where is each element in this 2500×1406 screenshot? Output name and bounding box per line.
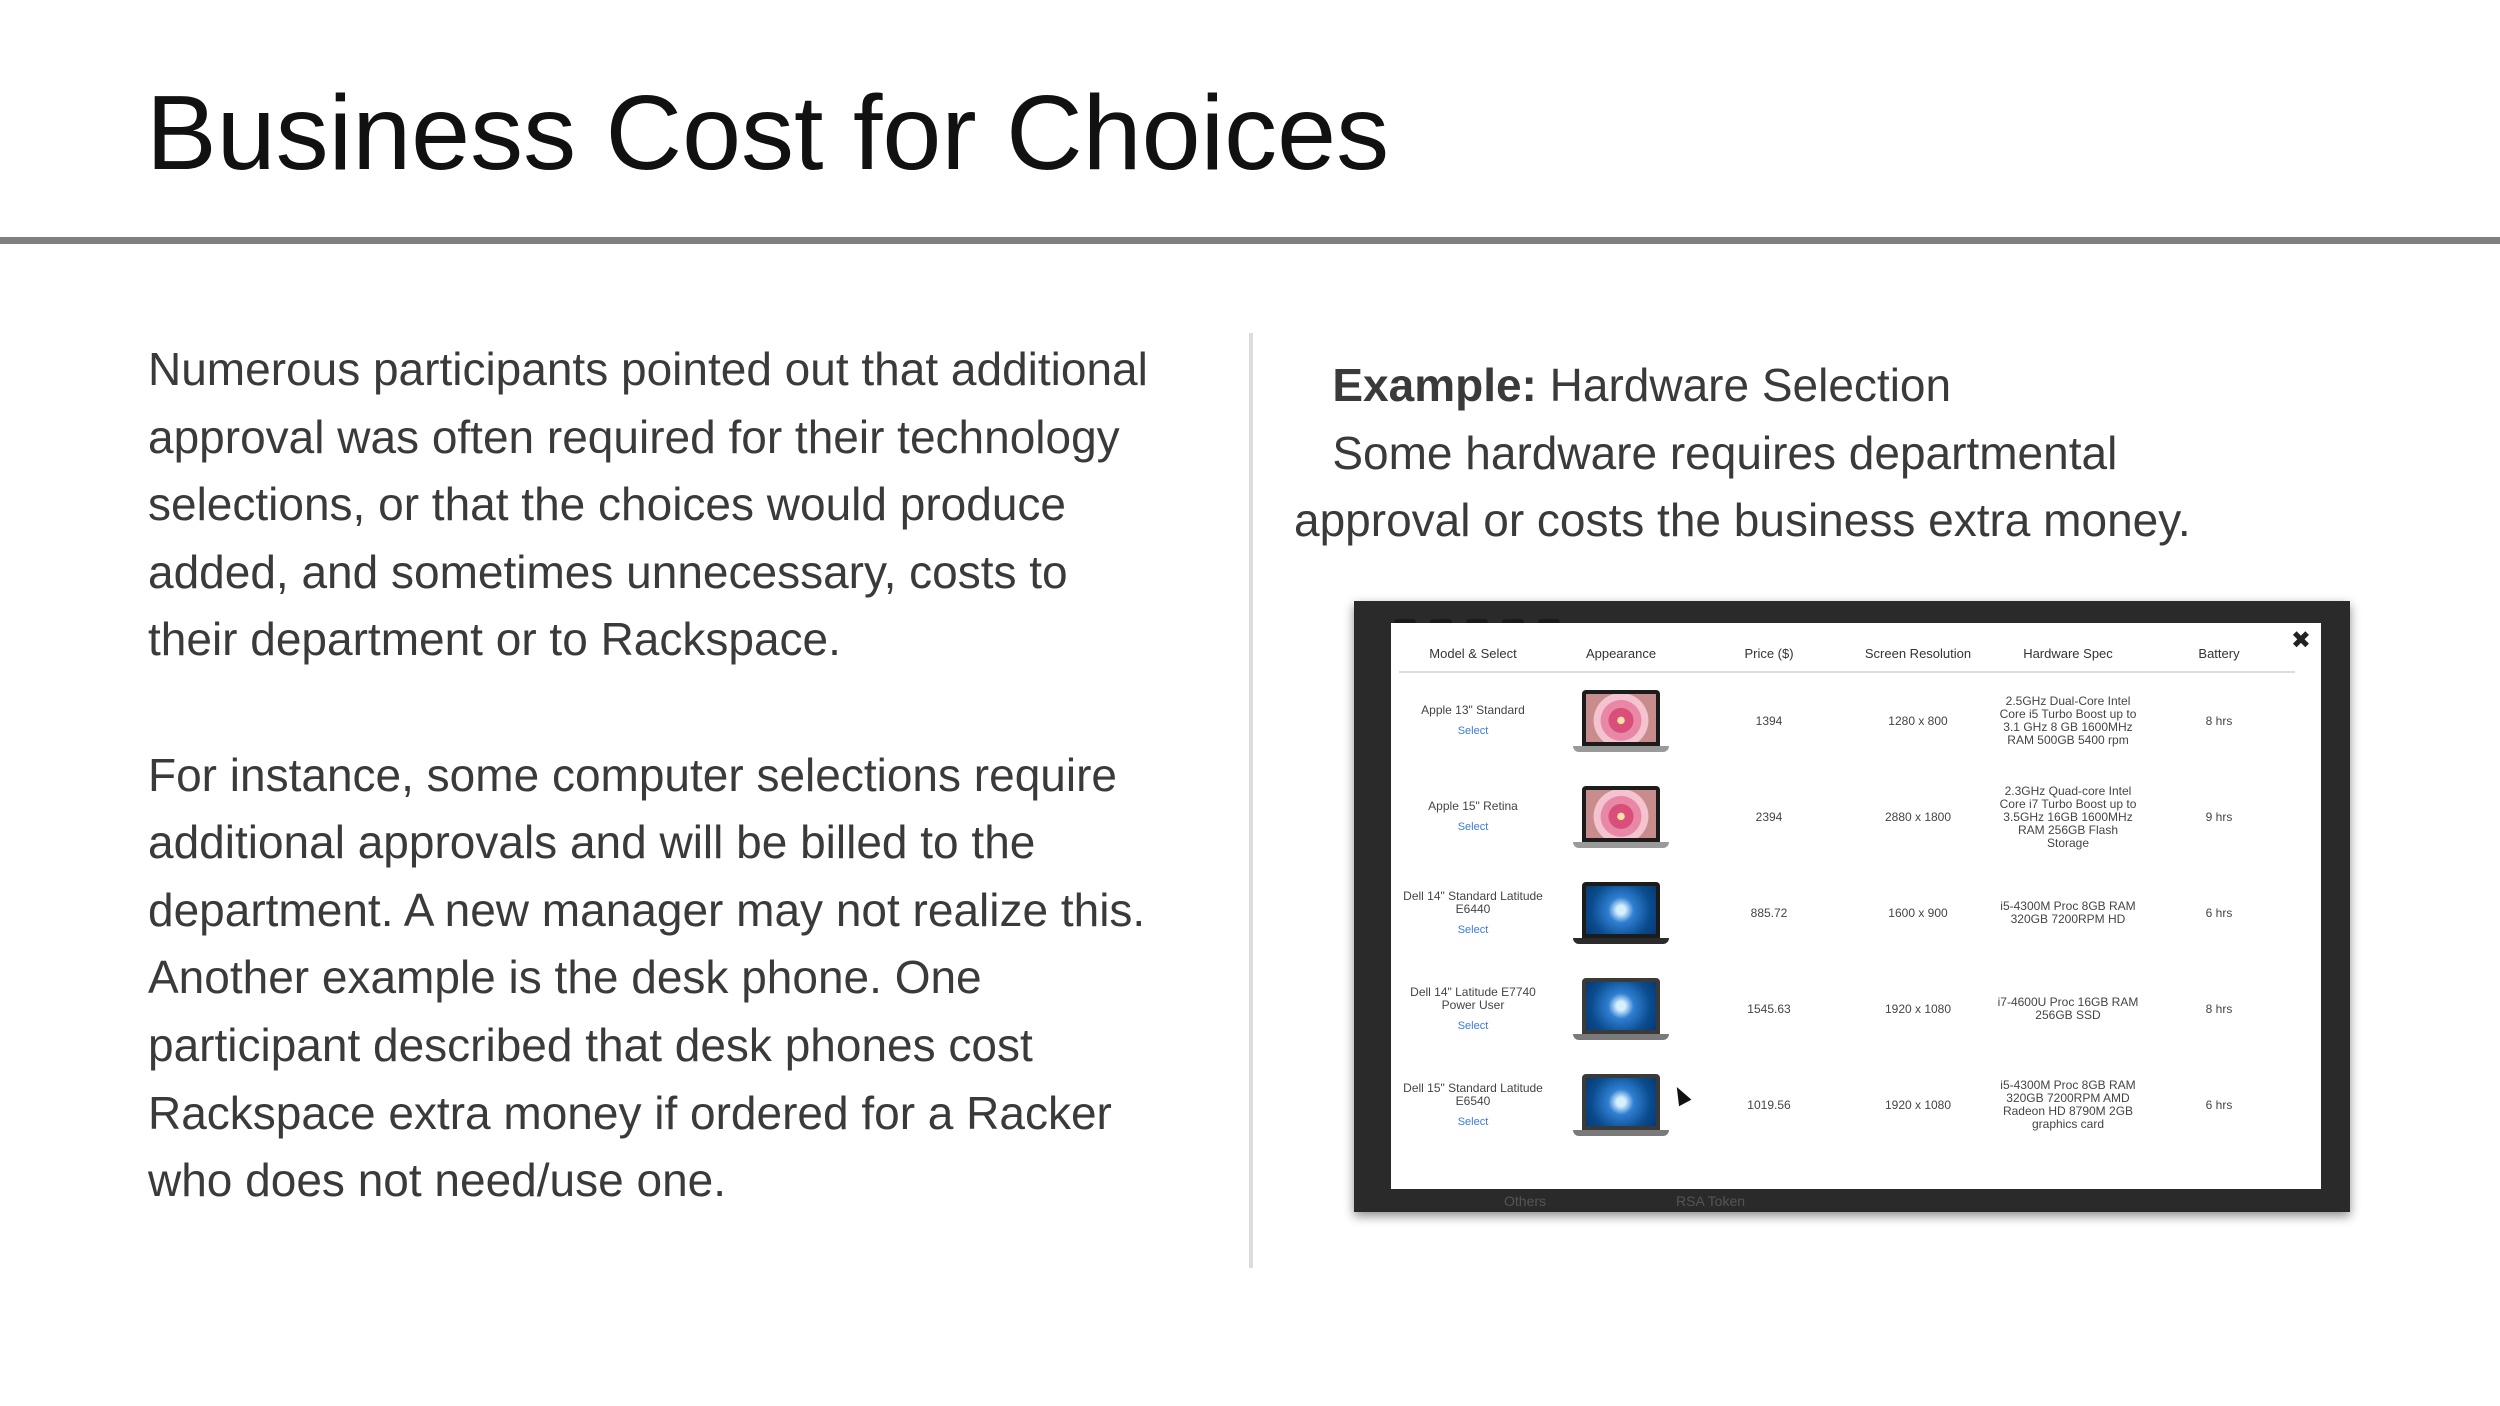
select-link[interactable]: Select xyxy=(1457,821,1489,833)
price-cell: 1019.56 xyxy=(1747,1097,1791,1112)
example-text xyxy=(1294,352,2414,555)
column-divider xyxy=(1249,333,1253,1268)
model-name: Apple 13" Standard xyxy=(1421,703,1525,717)
battery-cell: 6 hrs xyxy=(2205,905,2233,920)
spec-cell: 2.3GHz Quad-core Intel Core i7 Turbo Boost up to 3.5GHz 16GB 1600MHz RAM 256GB Flash Storage xyxy=(1999,783,2137,850)
example-heading xyxy=(1294,352,2414,420)
model-name: Dell 15" Standard Latitude E6540 xyxy=(1403,1080,1543,1108)
spec-cell: i5-4300M Proc 8GB RAM 320GB 7200RPM HD xyxy=(2000,899,2136,926)
model-cell xyxy=(1399,769,1547,865)
macbook-flower-icon xyxy=(1573,786,1669,848)
spec-cell: i7-4600U Proc 16GB RAM 256GB SSD xyxy=(1997,995,2139,1022)
model-name: Apple 15" Retina xyxy=(1428,799,1518,813)
hardware-table xyxy=(1399,637,2325,1153)
column-header: Hardware Spec xyxy=(1993,637,2143,673)
appearance-cell xyxy=(1547,673,1695,769)
column-header: Model & Select xyxy=(1399,637,1547,673)
model-cell xyxy=(1399,1057,1547,1153)
column-header: Appearance xyxy=(1547,637,1695,673)
example-title: Hardware Selection xyxy=(1536,359,1952,411)
battery-cell: 8 hrs xyxy=(2205,1001,2233,1016)
appearance-cell xyxy=(1547,865,1695,961)
price-cell: 1394 xyxy=(1755,713,1783,728)
column-header: Battery xyxy=(2143,637,2295,673)
appearance-cell xyxy=(1547,769,1695,865)
model-cell xyxy=(1399,673,1547,769)
select-link[interactable]: Select xyxy=(1457,923,1489,936)
footer-item: Others xyxy=(1504,1193,1547,1209)
resolution-cell: 1920 x 1080 xyxy=(1884,1097,1952,1112)
footer-item: RSA Token xyxy=(1676,1193,1746,1209)
model-name: Dell 14" Latitude E7740 Power User xyxy=(1410,984,1536,1012)
select-link[interactable]: Select xyxy=(1457,1019,1489,1032)
left-text-column xyxy=(148,336,1198,1215)
example-label: Example: xyxy=(1332,359,1537,411)
appearance-cell xyxy=(1547,961,1695,1057)
column-header: Price ($) xyxy=(1695,637,1843,673)
model-cell xyxy=(1399,865,1547,961)
macbook-flower-icon xyxy=(1573,690,1669,752)
resolution-cell: 2880 x 1800 xyxy=(1884,809,1952,824)
screenshot-footer xyxy=(1354,1190,2350,1212)
resolution-cell: 1920 x 1080 xyxy=(1884,1001,1952,1016)
hardware-modal xyxy=(1391,623,2321,1189)
price-cell: 885.72 xyxy=(1750,905,1788,920)
dell-laptop-icon xyxy=(1573,978,1669,1040)
price-cell: 1545.63 xyxy=(1747,1001,1791,1016)
battery-cell: 6 hrs xyxy=(2205,1097,2233,1112)
spec-cell: 2.5GHz Dual-Core Intel Core i5 Turbo Boost up to 3.1 GHz 8 GB 1600MHz RAM 500GB 5400 rpm xyxy=(1999,694,2137,747)
paragraph-approval: Numerous participants pointed out that additional approval was often required for their technology selections, or that the choices would produce added, and sometimes unnecessary, costs to their department or to Rackspace. xyxy=(148,343,1148,666)
hardware-selection-screenshot xyxy=(1354,601,2350,1212)
resolution-cell: 1280 x 800 xyxy=(1888,713,1948,728)
price-cell: 2394 xyxy=(1755,809,1783,824)
select-link[interactable]: Select xyxy=(1457,725,1489,737)
close-icon[interactable]: ✖ xyxy=(2290,627,2311,654)
example-line-2: Some hardware requires departmental xyxy=(1294,426,2118,479)
dell-laptop-icon xyxy=(1573,882,1669,944)
paragraph-instance: For instance, some computer selections require additional approvals and will be billed to the department. A new manager may not realize this. Another example is the desk phone. One participant described that desk phones cost Rackspace extra money if ordered for a Racker who does not need/use one. xyxy=(148,748,1146,1207)
appearance-cell xyxy=(1547,1057,1695,1153)
title-divider xyxy=(0,237,2500,244)
dell-laptop-icon xyxy=(1573,1074,1669,1136)
resolution-cell: 1600 x 900 xyxy=(1888,905,1948,920)
model-name: Dell 14" Standard Latitude E6440 xyxy=(1403,888,1543,916)
spec-cell: i5-4300M Proc 8GB RAM 320GB 7200RPM AMD Radeon HD 8790M 2GB graphics card xyxy=(2000,1078,2136,1131)
select-link[interactable]: Select xyxy=(1457,1115,1489,1128)
example-line-3: approval or costs the business extra money. xyxy=(1294,494,2191,547)
column-header: Screen Resolution xyxy=(1843,637,1993,673)
battery-cell: 8 hrs xyxy=(2205,713,2233,728)
slide-title: Business Cost for Choices xyxy=(146,74,1390,192)
model-cell xyxy=(1399,961,1547,1057)
battery-cell: 9 hrs xyxy=(2205,809,2233,824)
